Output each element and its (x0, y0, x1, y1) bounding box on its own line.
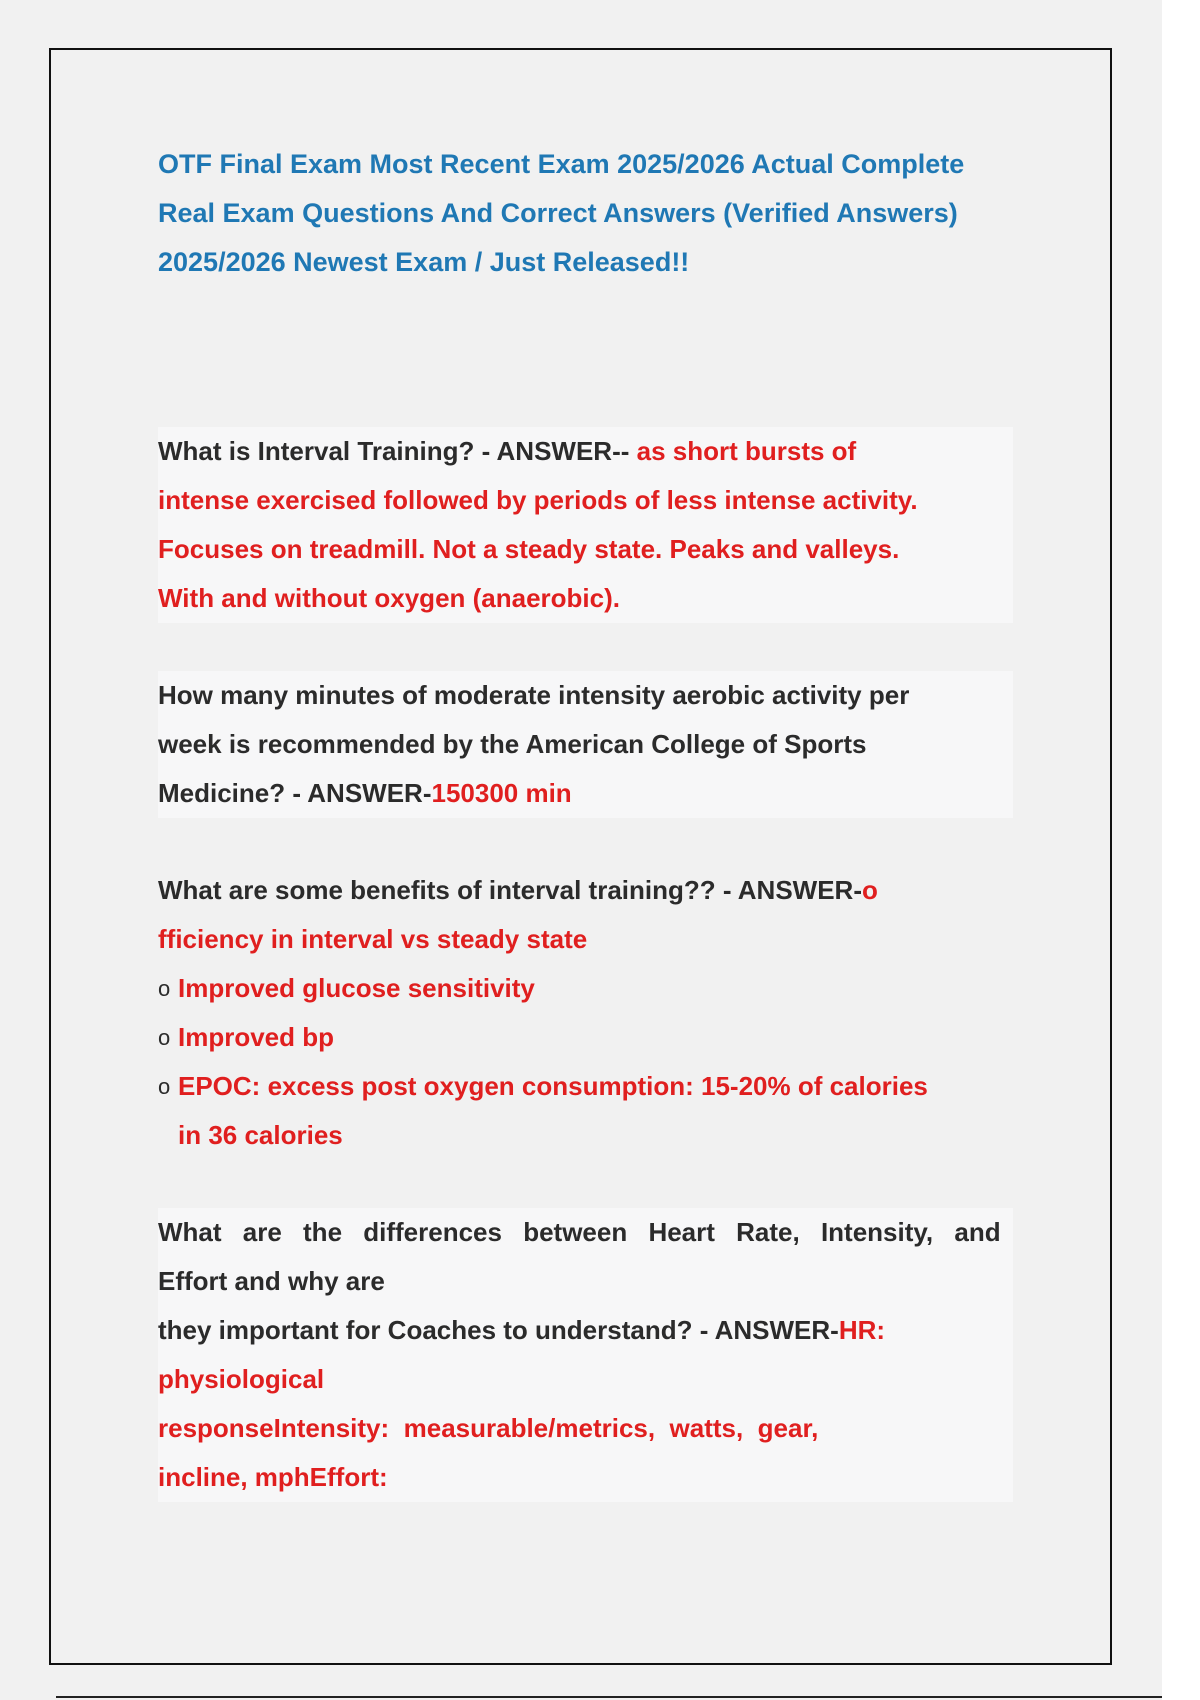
question-text: Medicine? - ANSWER- (158, 778, 432, 808)
qa-line (158, 1306, 1013, 1355)
answer-text: fficiency in interval vs steady state (158, 924, 588, 954)
qa-line (158, 769, 1013, 818)
answer-text: HR: (838, 1315, 886, 1345)
bullet-marker: o (158, 976, 171, 1001)
bullet-marker: o (158, 1025, 171, 1050)
question-text: How many minutes of moderate intensity aerobic activity per (158, 671, 1013, 720)
question-text: week is recommended by the American College of Sports (158, 720, 1013, 769)
qa-block-interval-training (158, 427, 1013, 623)
question-text: What are some benefits of interval training?? - ANSWER- (158, 875, 862, 905)
question-text: What is Interval Training? - ANSWER-- (158, 436, 637, 466)
page-margin (1162, 0, 1200, 1700)
page-divider (56, 1696, 1162, 1698)
list-item-text: Improved bp (178, 1022, 335, 1052)
answer-text: physiological (158, 1355, 1013, 1404)
qa-line (158, 427, 1013, 476)
qa-line (158, 866, 1013, 915)
list-item-continuation (158, 1111, 1013, 1160)
answer-text: intense exercised followed by periods of less intense activity. (158, 476, 1013, 525)
list-item (158, 1013, 1013, 1062)
title-line: 2025/2026 Newest Exam / Just Released!! (158, 247, 690, 277)
list-item (158, 964, 1013, 1013)
bullet-marker: o (158, 1074, 171, 1099)
answer-text: responseIntensity: measurable/metrics, watts, gear, (158, 1404, 1013, 1453)
question-text: they important for Coaches to understand? - ANSWER- (158, 1315, 839, 1345)
answer-text: 150300 min (431, 778, 572, 808)
list-item (158, 1062, 1013, 1111)
list-item-text: EPOC: excess post oxygen consumption: 15-20% of calories (178, 1071, 928, 1101)
list-item-text: in 36 calories (178, 1120, 343, 1150)
answer-text: incline, mphEffort: (158, 1453, 1013, 1502)
answer-text: as short bursts of (636, 436, 857, 466)
answer-text: Focuses on treadmill. Not a steady state. Peaks and valleys. (158, 525, 1013, 574)
answer-text: o (862, 875, 878, 905)
document-title (158, 140, 1013, 287)
qa-block-aerobic-minutes (158, 671, 1013, 818)
title-line: Real Exam Questions And Correct Answers (Verified Answers) (158, 198, 958, 228)
qa-block-interval-benefits (158, 866, 1013, 1160)
title-line: OTF Final Exam Most Recent Exam 2025/2026 Actual Complete (158, 149, 965, 179)
answer-text: With and without oxygen (anaerobic). (158, 574, 1013, 623)
question-text: What are the differences between Heart Rate, Intensity, and (158, 1208, 1013, 1257)
document-content (158, 140, 1013, 1502)
question-text: Effort and why are (158, 1257, 1013, 1306)
qa-block-hr-intensity-effort (158, 1208, 1013, 1502)
list-item-text: Improved glucose sensitivity (178, 973, 535, 1003)
